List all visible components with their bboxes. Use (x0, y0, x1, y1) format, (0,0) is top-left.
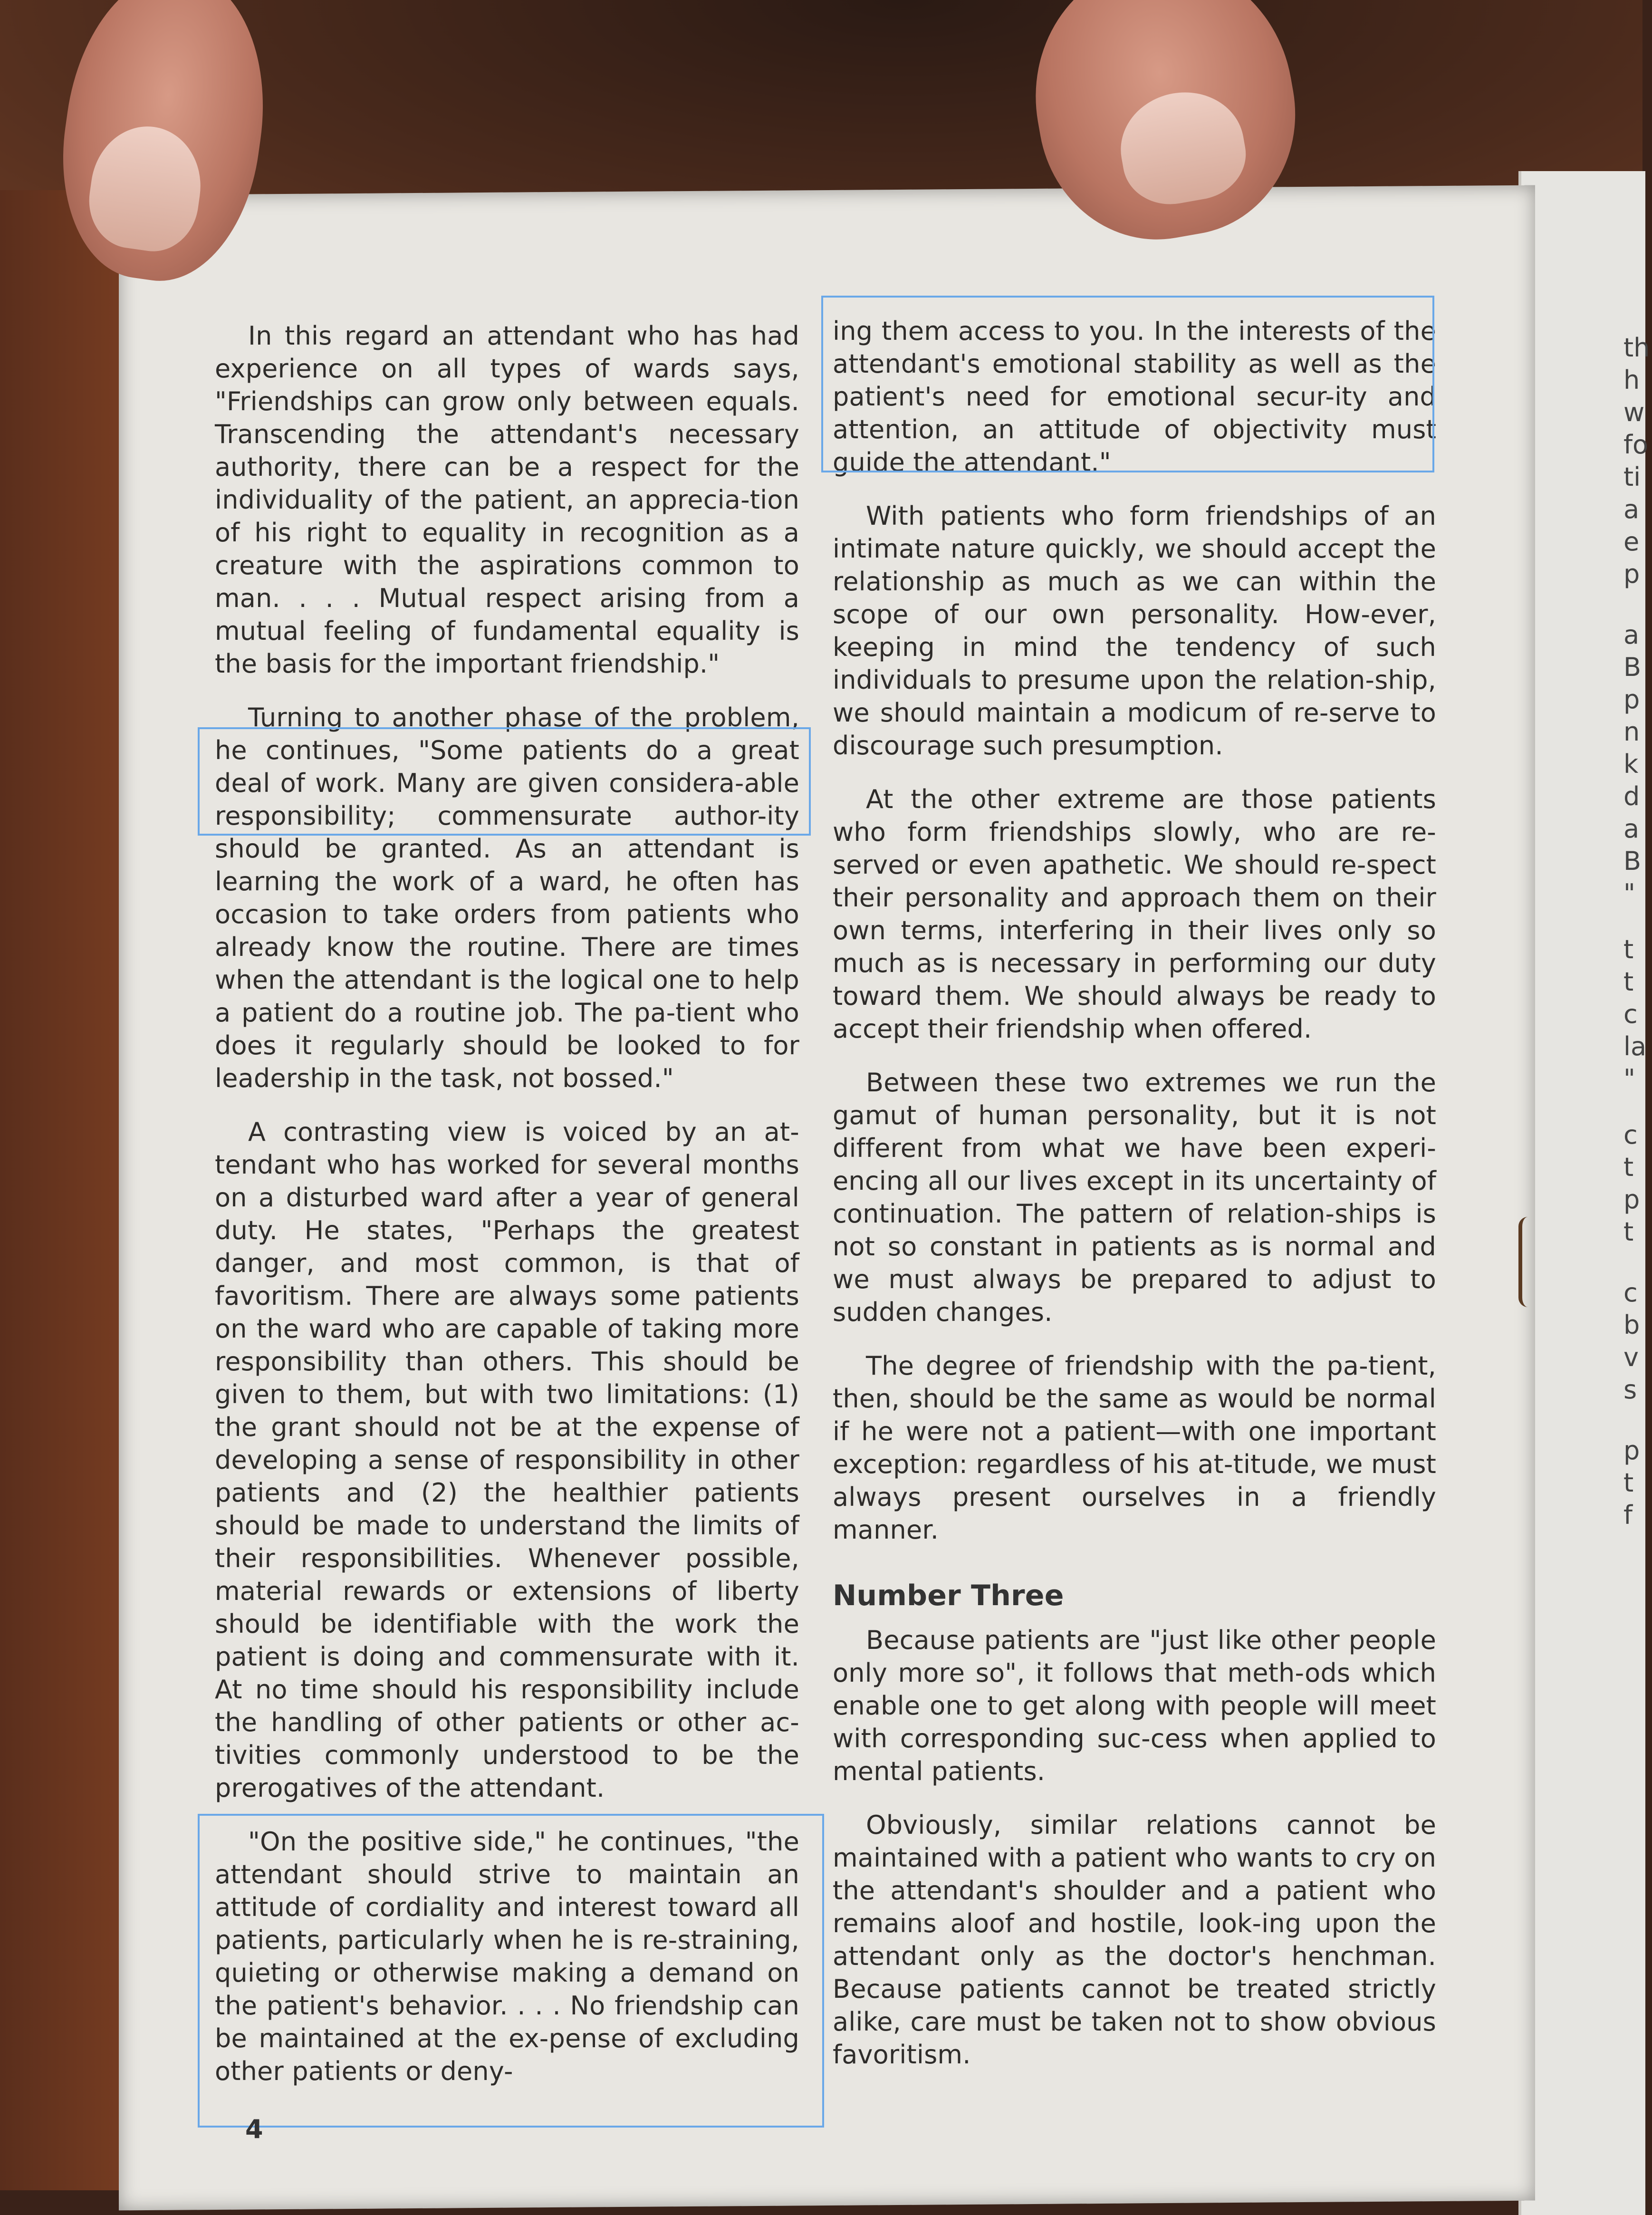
next-page-fragment: fo (1623, 430, 1649, 460)
highlight-box-bottom-left[interactable] (198, 1814, 824, 2128)
next-page-fragment: la (1623, 1031, 1647, 1061)
right-paragraph-3: At the other extreme are those patients who form friendships slowly, who are re-served or even apathetic. We should re-spect their personality and approach them on their own terms, interfering in their lives only so much as is necessary in performing our duty toward them. We should always be ready to accept their friendship when offered. (833, 784, 1436, 1044)
left-paragraph-2: Turning to another phase of the problem, he continues, "Some patients do a great deal of work. Many are given considera-able responsibility; commensurate author-ity should be granted. As an attendant is learning the work of a ward, he often has occasion to take orders from patients who already know the routine. There are times when the attendant is the logical one to help a patient do a routine job. The pa-tient who does it regularly should be looked to for leadership in the task, not bossed." (215, 703, 799, 1093)
next-page-fragment: a (1623, 494, 1640, 524)
next-page-fragment: p (1623, 684, 1640, 714)
right-paragraph-4: Between these two extremes we run the gamut of human personality, but it is not different from what we have been experi-encing all our lives except in its uncertainty of continuation. The pattern of relation-ships is not so constant in patients as is normal and we must always be prepared to adjust to sudden changes. (833, 1068, 1436, 1327)
section-heading: Number Three (833, 1579, 1064, 1612)
next-page-fragment: p (1623, 559, 1640, 589)
next-page-fragment: c (1623, 1120, 1638, 1150)
next-page-fragment: t (1623, 1152, 1634, 1182)
highlight-box-middle-left[interactable] (198, 727, 811, 836)
next-page-fragment: v (1623, 1342, 1639, 1372)
right-paragraph-6: Because patients are "just like other people only more so", it follows that meth-ods which enable one to get along with people will meet with corresponding suc-cess when applied to mental patients. (833, 1625, 1436, 1786)
next-page-fragment: B (1623, 652, 1642, 682)
next-page-fragment: t (1623, 967, 1634, 997)
next-page-fragment: " (1623, 878, 1635, 908)
left-paragraph-4: "On the positive side," he continues, "the attendant should strive to maintain an attitude of cordiality and interest toward all patients, particularly when he is re-straining, quieting or otherwise making a demand on the patient's behavior. . . . No friendship can be maintained at the ex-pense of excluding other patients or deny- (215, 1827, 799, 2086)
next-page-fragment: d (1623, 781, 1640, 811)
next-page-fragment: th (1623, 333, 1650, 363)
next-page-edge (1518, 171, 1650, 2215)
next-page-fragment: p (1623, 1435, 1640, 1465)
next-page-fragment: h (1623, 365, 1640, 395)
next-page-fragment: e (1623, 527, 1640, 557)
next-page-fragment: t (1623, 934, 1634, 964)
next-page-fragment: t (1623, 1468, 1634, 1498)
right-paragraph-2: With patients who form friendships of an intimate nature quickly, we should accept the relationship as much as we can within the scope of our own personality. How-ever, keeping in mind the tendency of such individuals to presume upon the relation-ship, we should maintain a modicum of re-serve to discourage such presumption. (833, 501, 1436, 761)
left-paragraph-1: In this regard an attendant who has had experience on all types of wards says, "Friendships can grow only between equals. Transcending the attendant's necessary authority, there can be a respect for the individuality of the patient, an apprecia-tion of his right to equality in recognition as a creature with the aspirations common to man. . . . Mutual respect arising from a mutual feeling of fundamental equality is the basis for the important friendship." (215, 321, 799, 679)
next-page-fragment: b (1623, 1310, 1640, 1340)
next-page-fragment: a (1623, 814, 1640, 844)
next-page-fragment: s (1623, 1375, 1637, 1405)
next-page-fragment: p (1623, 1185, 1640, 1214)
left-thumbnail-nail (83, 119, 208, 257)
right-paragraph-5: The degree of friendship with the pa-tient, then, should be the same as would be normal if he were not a patient—with one important exception: regardless of his at-titude, we must always present ourselves in a friendly manner. (833, 1351, 1436, 1545)
right-paragraph-7: Obviously, similar relations cannot be maintained with a patient who wants to cry on the attendant's shoulder and a patient who remains aloof and hostile, look-ing upon the attendant only as the doctor's henchman. Because patients cannot be treated strictly alike, care must be taken not to show obvious favoritism. (833, 1810, 1436, 2070)
next-page-fragment: B (1623, 846, 1642, 876)
next-page-fragment: ti (1623, 462, 1641, 492)
next-page-fragment: c (1623, 1278, 1638, 1308)
next-page-fragment: c (1623, 999, 1638, 1029)
next-page-fragment: " (1623, 1064, 1635, 1094)
next-page-fragment: k (1623, 749, 1639, 779)
page-number: 4 (245, 2114, 263, 2144)
next-page-fragment: n (1623, 717, 1640, 747)
binding-staple (1518, 1217, 1541, 1307)
left-paragraph-3: A contrasting view is voiced by an at-tendant who has worked for several months on a disturbed ward after a year of general duty. He states, "Perhaps the greatest danger, and most common, is that of favoritism. There are always some patients on the ward who are capable of taking more responsibility than others. This should be given to them, but with two limitations: (1) the grant should not be at the expense of developing a sense of responsibility in other patients and (2) the healthier patients should be made to understand the limits of their responsibilities. Whenever possible, material rewards or extensions of liberty should be identifiable with the work the patient is doing and commensurate with it. At no time should his responsibility include the handling of other patients or other ac-tivities commonly understood to be the prerogatives of the attendant. (215, 1117, 799, 1803)
highlight-box-top-right[interactable] (821, 296, 1434, 472)
next-page-fragment: t (1623, 1217, 1634, 1247)
right-column (833, 315, 1436, 2092)
next-page-fragment: w (1623, 397, 1645, 427)
right-thumbnail-nail (1112, 83, 1253, 212)
next-page-fragment: f (1623, 1500, 1633, 1530)
right-paragraph-1: ing them access to you. In the interests of the attendant's emotional stability as well as the patient's need for emotional secur-ity and attention, an attitude of objectivity must guide the attendant." (833, 316, 1436, 477)
next-page-fragment: a (1623, 620, 1640, 650)
